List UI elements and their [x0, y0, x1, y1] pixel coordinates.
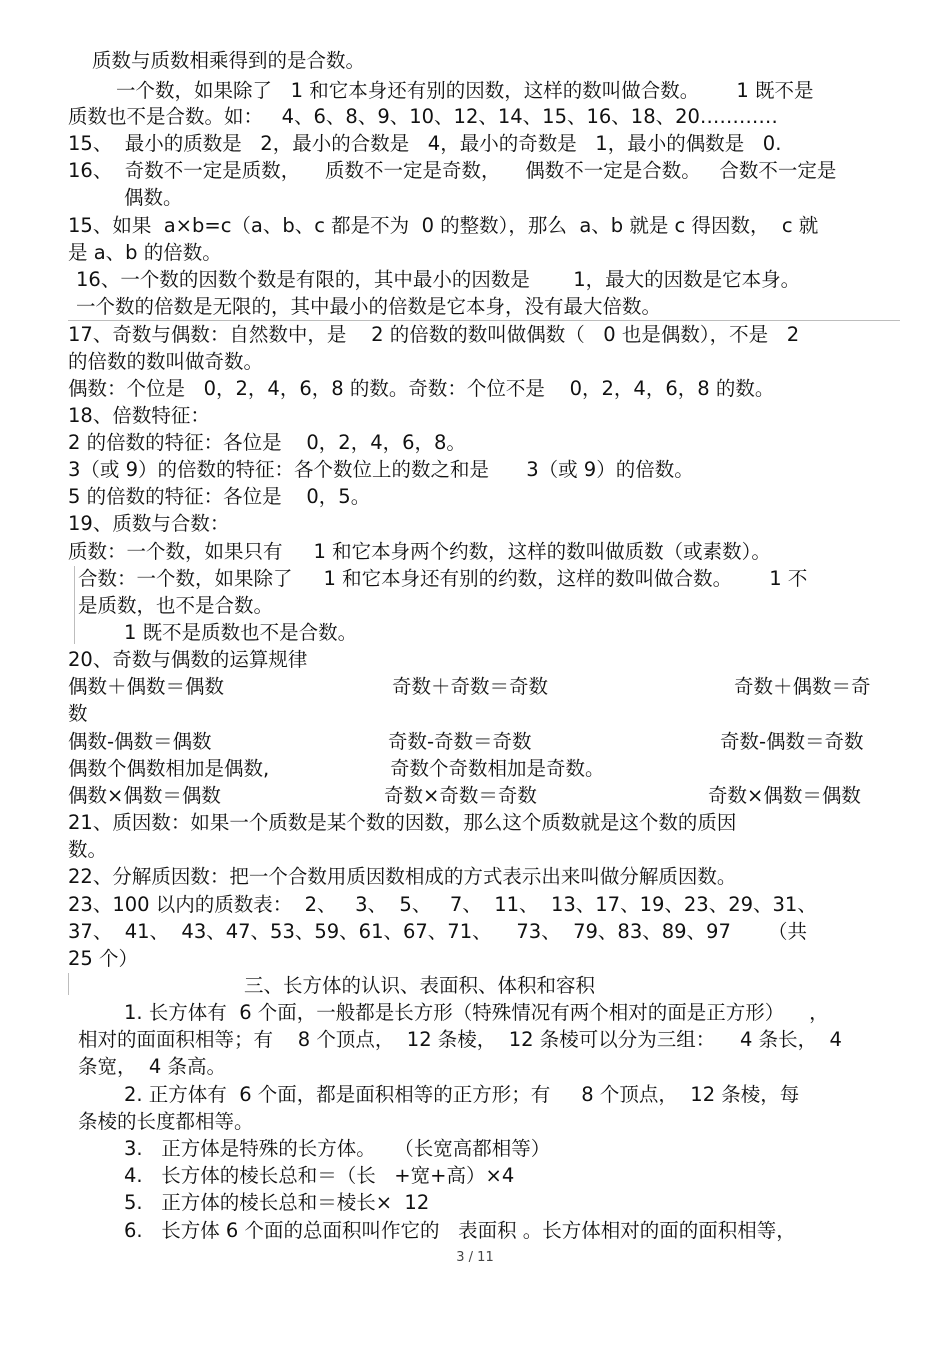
text-line: 37、 41、 43、47、53、59、61、67、71、 73、 79、83、89、97 （共	[68, 920, 808, 943]
text-line: 3. 正方体是特殊的长方体。 （长宽高都相等）	[124, 1137, 551, 1160]
text-cell: 奇数＋奇数＝奇数	[392, 675, 549, 698]
text-line: 16、一个数的因数个数是有限的，其中最小的因数是 1，最大的因数是它本身。	[76, 268, 801, 291]
text-cell: 奇数×奇数＝奇数	[384, 784, 537, 807]
text-line: 条宽， 4 条高。	[78, 1055, 227, 1078]
text-line: 15、如果 a×b=c（a、b、c 都是不为 0 的整数），那么 a、b 就是 c 得因数， c 就	[68, 214, 819, 237]
text-line: 质数：一个数，如果只有 1 和它本身两个约数，这样的数叫做质数（或素数）。	[68, 540, 771, 563]
text-line: 18、倍数特征：	[68, 404, 210, 427]
text-line: 质数也不是合数。如： 4、6、8、9、10、12、14、15、16、18、20…………	[68, 105, 778, 128]
section-heading: 三、长方体的认识、表面积、体积和容积	[244, 974, 596, 997]
text-line: 偶数。	[124, 186, 183, 209]
text-line: 一个数的倍数是无限的，其中最小的倍数是它本身，没有最大倍数。	[76, 295, 662, 318]
text-line: 3（或 9）的倍数的特征：各个数位上的数之和是 3（或 9）的倍数。	[68, 458, 694, 481]
text-cell: 奇数-奇数＝奇数	[388, 730, 532, 753]
text-line: 条棱的长度都相等。	[78, 1110, 254, 1133]
text-line: 1 既不是质数也不是合数。	[124, 621, 358, 644]
text-line: 5. 正方体的棱长总和＝棱长× 12	[124, 1191, 430, 1214]
margin-bar	[74, 566, 75, 644]
text-line: 6. 长方体 6 个面的总面积叫作它的 表面积 。长方体相对的面的面积相等，	[124, 1219, 796, 1242]
text-line: 2 的倍数的特征：各位是 0，2，4，6，8。	[68, 431, 466, 454]
text-line: 合数：一个数，如果除了 1 和它本身还有别的约数，这样的数叫做合数。 1 不	[78, 567, 808, 590]
text-line: 数	[68, 702, 88, 725]
text-line: 1. 长方体有 6 个面，一般都是长方形（特殊情况有两个相对的面是正方形） ，	[124, 1001, 829, 1024]
text-cell: 奇数个奇数相加是奇数。	[390, 757, 605, 780]
text-line: 23、100 以内的质数表： 2、 3、 5、 7、 11、 13、17、19、23、29、31、	[68, 893, 817, 916]
text-line: 19、质数与合数：	[68, 512, 230, 535]
text-line: 是质数，也不是合数。	[78, 594, 274, 617]
text-line: 相对的面面积相等；有 8 个顶点， 12 条棱， 12 条棱可以分为三组： 4 条长， 4	[78, 1028, 842, 1051]
text-line: 16、 奇数不一定是质数， 质数不一定是奇数， 偶数不一定是合数。 合数不一定是	[68, 159, 837, 182]
text-line: 偶数：个位是 0，2，4，6，8 的数。奇数：个位不是 0，2，4，6，8 的数。	[68, 377, 775, 400]
text-line: 25 个）	[68, 947, 139, 970]
text-line: 质数与质数相乘得到的是合数。	[92, 49, 366, 72]
text-line: 的倍数的数叫做奇数。	[68, 350, 264, 373]
text-cell: 偶数＋偶数＝偶数	[68, 675, 225, 698]
text-cell: 奇数＋偶数＝奇	[734, 675, 871, 698]
margin-bar	[68, 973, 69, 995]
text-cell: 奇数-偶数＝奇数	[720, 730, 864, 753]
text-line: 17、奇数与偶数：自然数中，是 2 的倍数的数叫做偶数（ 0 也是偶数），不是 2	[68, 323, 800, 346]
text-line: 数。	[68, 838, 108, 861]
text-cell: 偶数个偶数相加是偶数,	[68, 757, 270, 780]
page-number: 3 / 11	[456, 1250, 494, 1265]
divider	[68, 320, 900, 321]
text-line: 20、奇数与偶数的运算规律	[68, 648, 308, 671]
text-line: 一个数，如果除了 1 和它本身还有别的因数，这样的数叫做合数。 1 既不是	[116, 79, 814, 102]
text-cell: 奇数×偶数＝偶数	[708, 784, 861, 807]
text-line: 22、分解质因数：把一个合数用质因数相成的方式表示出来叫做分解质因数。	[68, 865, 737, 888]
text-line: 4. 长方体的棱长总和＝（长 +宽+高）×4	[124, 1164, 515, 1187]
text-line: 5 的倍数的特征：各位是 0，5。	[68, 485, 371, 508]
text-line: 2. 正方体有 6 个面，都是面积相等的正方形；有 8 个顶点， 12 条棱，每	[124, 1083, 800, 1106]
text-line: 是 a、b 的倍数。	[68, 241, 222, 264]
text-cell: 偶数×偶数＝偶数	[68, 784, 221, 807]
text-line: 21、质因数：如果一个质数是某个数的因数，那么这个质数就是这个数的质因	[68, 811, 737, 834]
text-cell: 偶数-偶数＝偶数	[68, 730, 212, 753]
text-line: 15、 最小的质数是 2，最小的合数是 4，最小的奇数是 1，最小的偶数是 0.	[68, 132, 782, 155]
